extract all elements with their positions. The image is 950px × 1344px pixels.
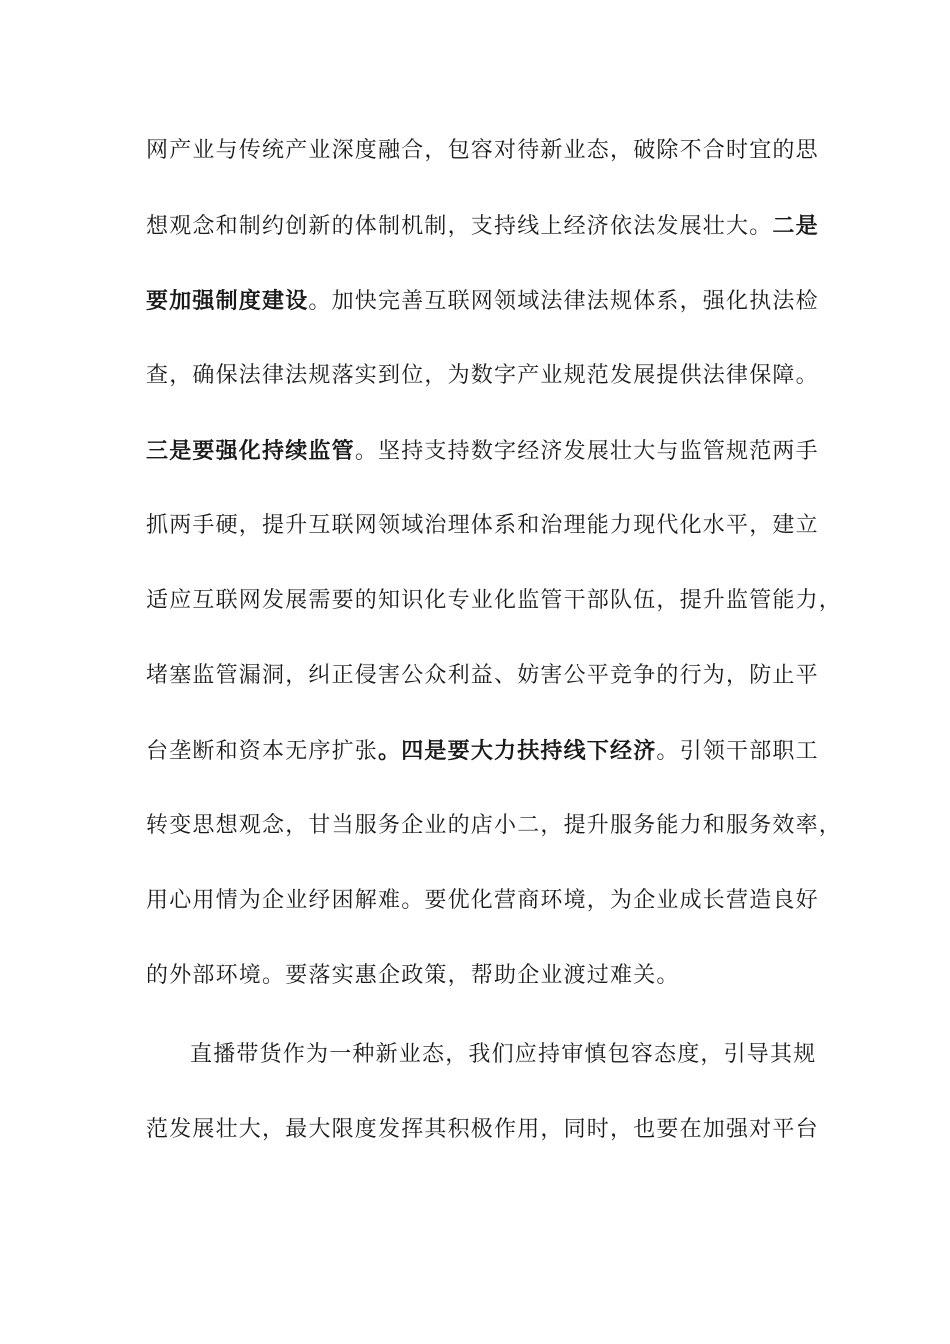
- text-line-8: [146, 661, 819, 691]
- text-run: 。加快完善互联网领域法律法规体系，强化执法检: [308, 289, 819, 314]
- text-line-6: [146, 511, 819, 541]
- text-run: 转变思想观念，甘当服务企业的店小二，提升服务能力和服务效率，: [146, 813, 843, 838]
- bold-heading-run: 。四是要大力扶持线下经济: [378, 738, 657, 764]
- text-line-1: [146, 136, 819, 166]
- text-run: 台垄断和资本无序扩张: [146, 739, 379, 764]
- bold-heading-run: 二是: [772, 213, 819, 239]
- text-run: 范发展壮大，最大限度发挥其积极作用，同时，也要在加强对平台: [146, 1117, 819, 1142]
- text-run: 堵塞监管漏洞，纠正侵害公众利益、妨害公平竞争的行为，防止平: [146, 663, 819, 688]
- text-run: 直播带货作为一种新业态，我们应持审慎包容态度，引导其规: [190, 1042, 817, 1067]
- text-run: 适应互联网发展需要的知识化专业化监管干部队伍，提升监管能力，: [146, 588, 843, 613]
- text-line-13: [190, 1040, 817, 1070]
- text-line-9: [146, 736, 819, 767]
- text-run: 。引领干部职工: [656, 739, 819, 764]
- text-run: 查，确保法律法规落实到位，为数字产业规范发展提供法律保障。: [146, 363, 819, 388]
- text-line-2: [146, 211, 819, 242]
- text-run: 抓两手硬，提升互联网领域治理体系和治理能力现代化水平，建立: [146, 513, 819, 538]
- text-run: 。坚持支持数字经济发展壮大与监管规范两手: [354, 439, 819, 464]
- text-line-14: [146, 1115, 819, 1145]
- text-run: 的外部环境。要落实惠企政策，帮助企业渡过难关。: [146, 963, 680, 988]
- bold-heading-run: 要加强制度建设: [146, 288, 309, 314]
- text-run: 用心用情为企业纾困解难。要优化营商环境，为企业成长营造良好: [146, 888, 819, 913]
- bold-heading-run: 三是要强化持续监管: [146, 438, 355, 464]
- text-run: 网产业与传统产业深度融合，包容对待新业态，破除不合时宜的思: [146, 138, 819, 163]
- text-run: 想观念和制约创新的体制机制，支持线上经济依法发展壮大。: [146, 214, 773, 239]
- text-line-7: [146, 586, 843, 616]
- text-line-5: [146, 436, 819, 467]
- text-line-4: [146, 361, 819, 391]
- text-line-11: [146, 886, 819, 916]
- text-line-3: [146, 286, 819, 317]
- text-line-12: [146, 961, 796, 991]
- text-line-10: [146, 811, 843, 841]
